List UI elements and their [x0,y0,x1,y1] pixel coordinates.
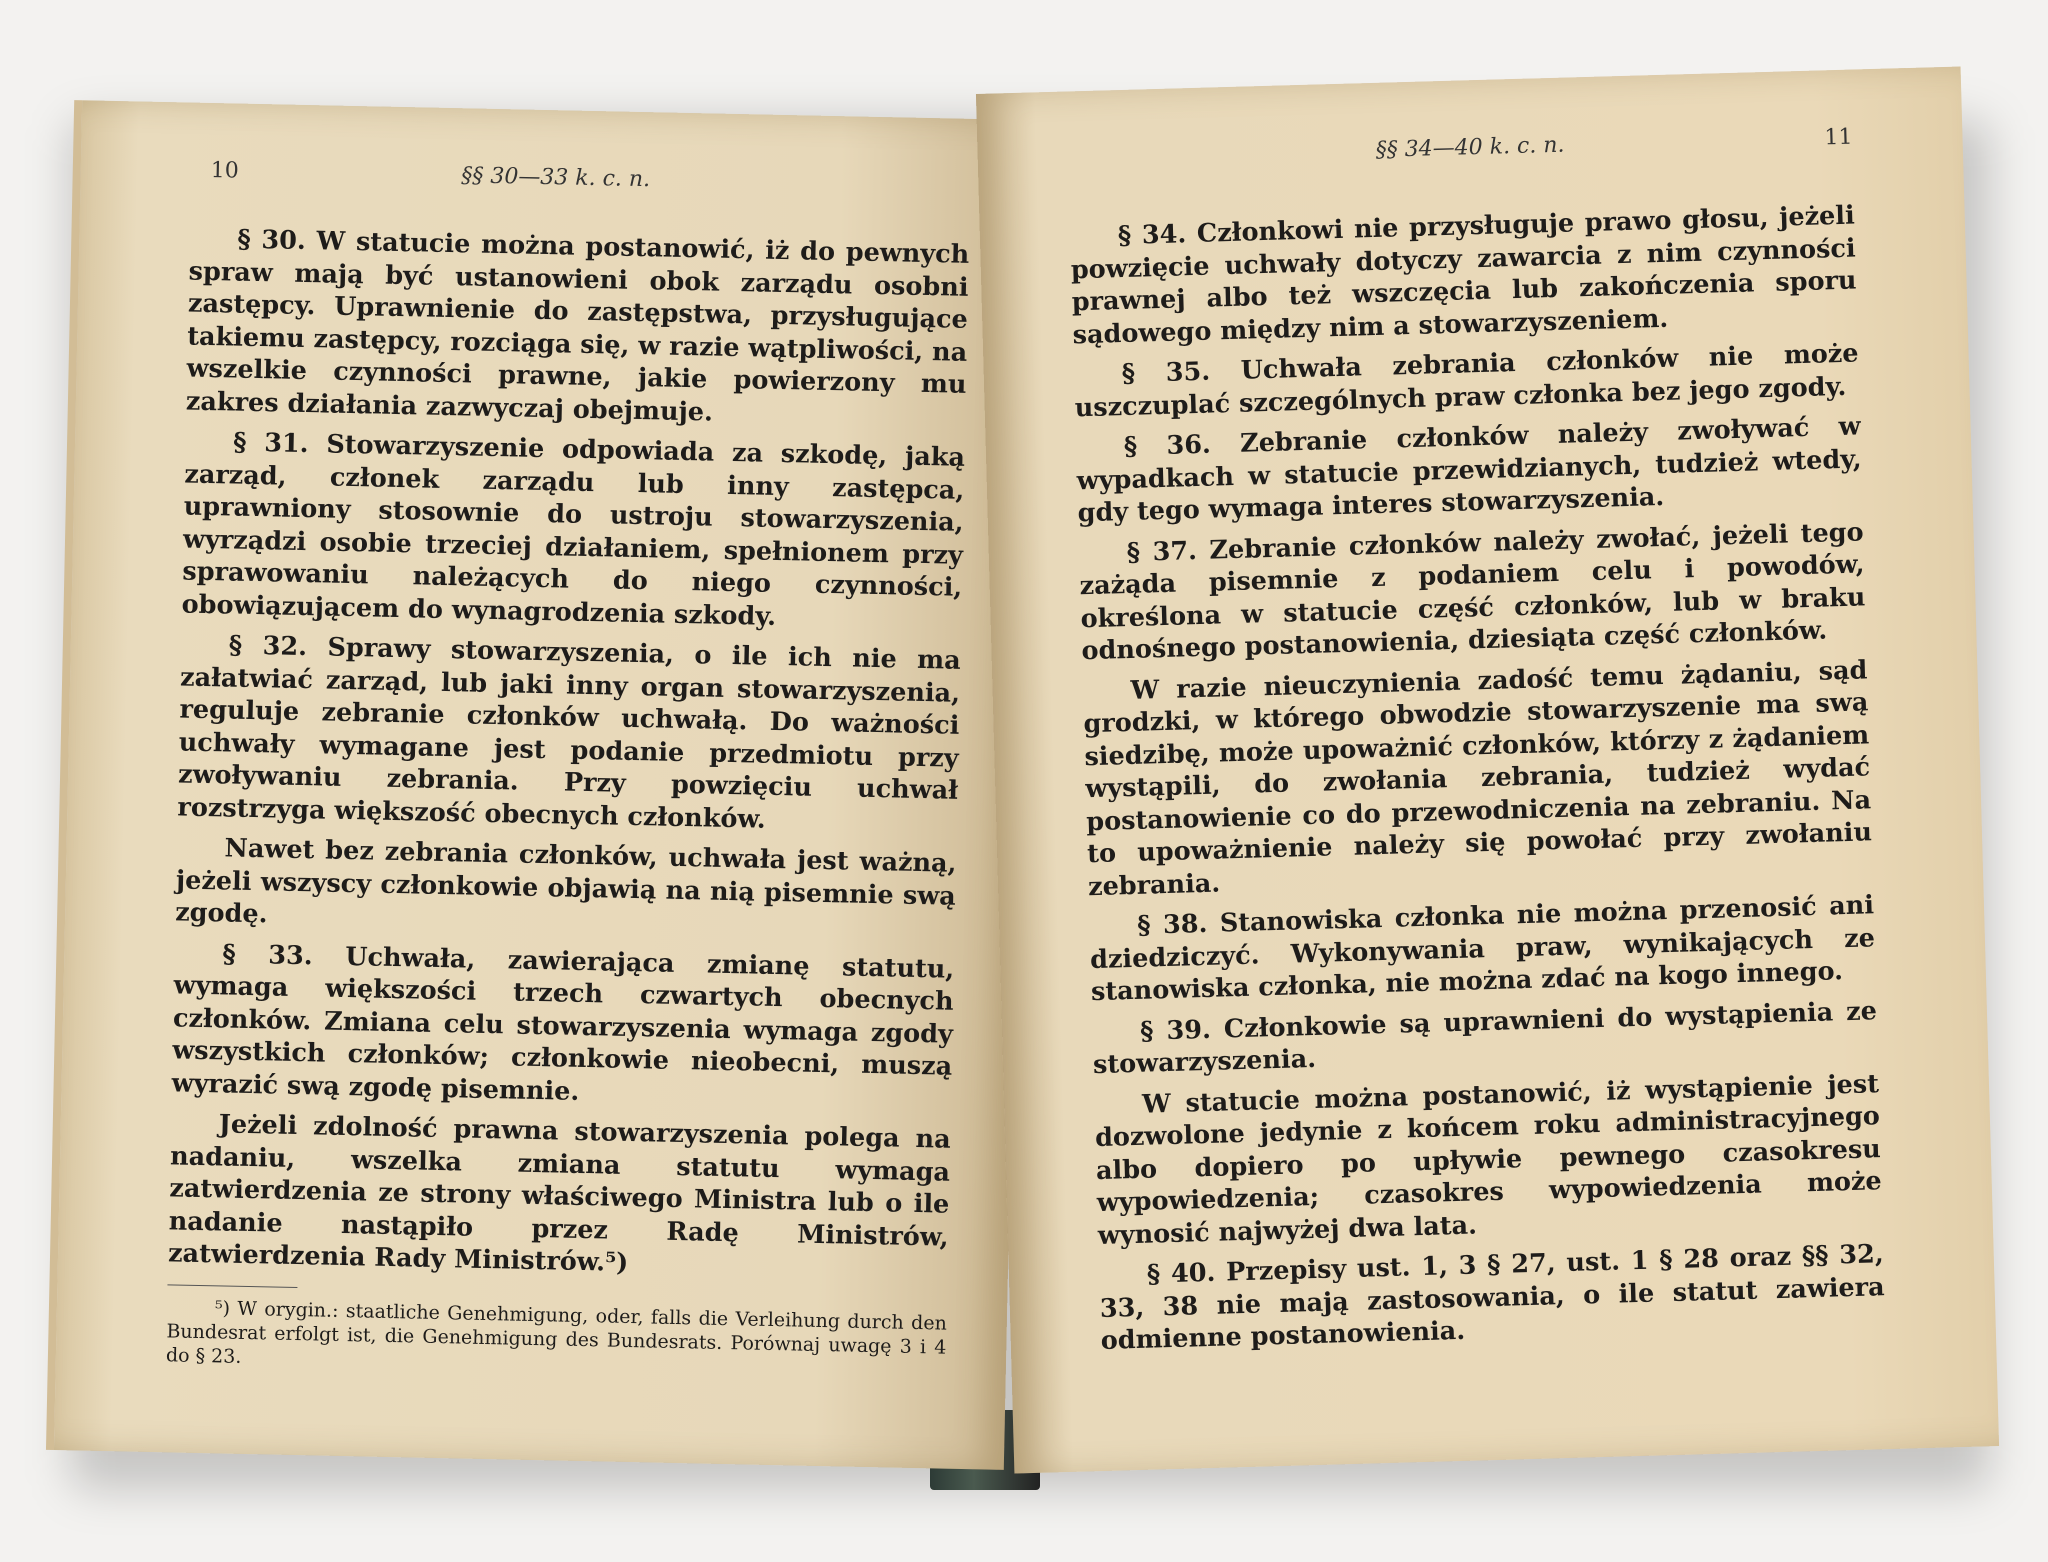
paragraph: Nawet bez zebrania członków, uchwała jest ważną, jeżeli wszyscy członkowie objawią na nią pisemnie swą zgodę. [174,833,957,930]
left-running-head [80,155,1031,215]
paragraph: § 33. Uchwała, zawierająca zmianę statutu, wymaga większości trzech czwartych obecnych członków. Zmiana celu stowarzyszenia wymaga zgody wszystkich członków; członkowie nieobecni, muszą wyrazić swą zgodę pisemnie. [171,938,955,1107]
footnote-text: ⁵) W orygin.: staatliche Genehmigung, oder, falls die Verleihung durch den Bundesrat erfolgt ist, die Genehmigung des Bundesrats. Porównaj uwagę 3 i 4 do § 23. [165,1296,948,1368]
paragraph: § 32. Sprawy stowarzyszenia, o ile ich nie ma załatwiać zarząd, lub jaki inny organ stowarzyszenia, reguluje zebranie członków uchwałą. Do ważności uchwały wymagane jest podanie przedmiotu przy zwoływaniu zebrania. Przy powzięciu uchwał rozstrzyga większość obecnych członków. [177,630,962,835]
right-running-head [977,121,1963,188]
right-running-title: §§ 34—40 k. c. n. [1375,132,1565,163]
paragraph: § 37. Zebranie członków należy zwołać, jeżeli tego zażąda pisemnie z podaniem celu i powodów, określona w statucie część członków, lub w braku odnośnego postanowienia, dziesiąta część członków. [1079,516,1866,667]
paragraph: § 35. Uchwała zebrania członków nie może uszczuplać szczególnych praw członka bez jego zgody. [1074,338,1859,423]
left-page [46,100,1032,1470]
paragraph: W statucie można postanowić, iż wystąpienie jest dozwolone jedynie z końcem roku administracyjnego albo dopiero po upływie pewnego czasokresu wypowiedzenia; czasokres wypowiedzenia może wynosić najwyżej dwa lata. [1094,1068,1883,1251]
right-page-text [1070,200,1887,1366]
right-page [976,67,1999,1474]
left-page-text [166,223,970,1384]
footnote [166,1295,947,1383]
left-page-number: 10 [210,157,240,184]
paragraph: § 39. Członkowie są uprawnieni do wystąpienia ze stowarzyszenia. [1092,995,1878,1081]
left-running-title: §§ 30—33 k. c. n. [461,163,651,193]
paragraph: § 38. Stanowiska członka nie można przenosić ani dziedziczyć. Wykonywania praw, wynikających ze stanowiska członka, nie można zdać na kogo innego. [1089,890,1876,1008]
paragraph: § 31. Stowarzyszenie odpowiada za szkodę, jaką zarząd, członek zarządu lub inny zastępca, uprawniony stosownie do ustroju stowarzyszenia, wyrządzi osobie trzeciej działaniem, spełnionem przy sprawowaniu należących do niego czynności, obowiązującem do wynagrodzenia szkody. [181,427,966,632]
footnote-divider [167,1284,297,1288]
paragraph: W razie nieuczynienia zadość temu żądaniu, sąd grodzki, w którego obwodzie stowarzyszenie ma swą siedzibę, może upoważnić członków, którzy z żądaniem wystąpili, do zwołania zebrania, tudzież wydać postanowienie co do przewodniczenia na zebraniu. Na to upoważnienie należy się powołać przy zwołaniu zebrania. [1083,654,1873,902]
paragraph: § 36. Zebranie członków należy zwoływać w wypadkach w statucie przewidzianych, tudzież wtedy, gdy tego wymaga interes stowarzyszenia. [1076,411,1862,529]
paragraph: Jeżeli zdolność prawna stowarzyszenia polega na nadaniu, wszelka zmiana statutu wymaga zatwierdzenia ze strony właściwego Ministra lub o ile nadanie nastąpiło przez Radę Ministrów, zatwierdzenia Rady Ministrów.⁵) [167,1109,951,1278]
paragraph: § 34. Członkowi nie przysługuje prawo głosu, jeżeli powzięcie uchwały dotyczy zawarcia z nim czynności prawnej albo też wszczęcia lub zakończenia sporu sądowego między nim a stowarzyszeniem. [1070,200,1857,350]
paragraph: § 40. Przepisy ust. 1, 3 § 27, ust. 1 § 28 oraz §§ 32, 33, 38 nie mają zastosowania, o ile statut zawiera odmienne postanowienia. [1099,1239,1885,1357]
right-page-number: 11 [1824,124,1853,151]
paragraph: § 30. W statucie można postanowić, iż do pewnych spraw mają być ustanowieni obok zarządu osobni zastępcy. Uprawnienie do zastępstwa, przysługujące takiemu zastępcy, rozciąga się, w razie wątpliwości, na wszelkie czynności prawne, jakie powierzony mu zakres działania zazwyczaj obejmuje. [185,224,970,428]
